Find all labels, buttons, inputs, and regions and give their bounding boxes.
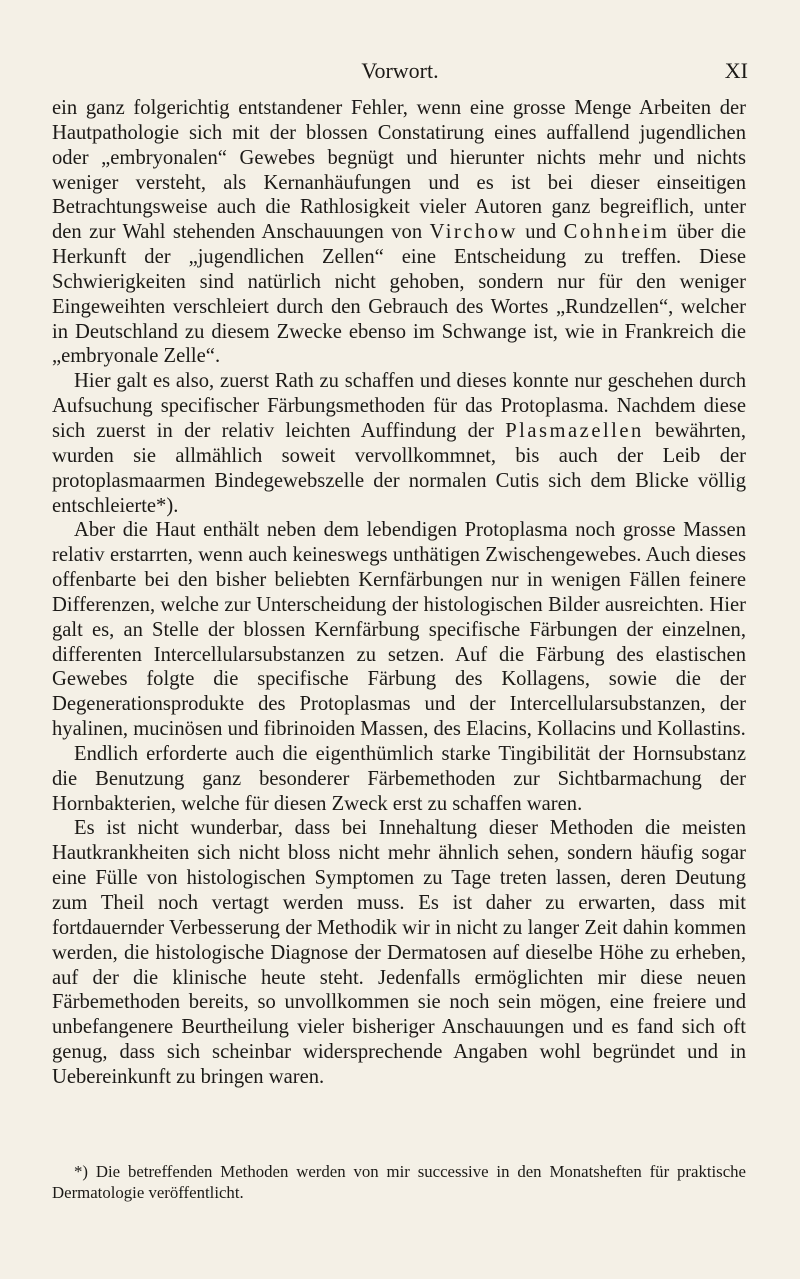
term-plasmazellen: Plasmazellen: [505, 419, 644, 442]
paragraph-4: Endlich erforderte auch die eigenthümlich starke Tingibilität der Hornsubstanz die Benutzung ganz besonderer Färbemethoden zur Sichtbarmachung der Hornbakterien, welche für diesen Zweck erst zu schaffen waren.: [52, 742, 746, 815]
footnote: [52, 1161, 746, 1203]
name-cohnheim: Cohnheim: [563, 221, 670, 244]
paragraph-5: Es ist nicht wunderbar, dass bei Innehaltung dieser Methoden die meisten Hautkrankheiten sich nicht bloss nicht mehr ähnlich sehen, sondern häufig sogar eine Fülle von histologischen Symptomen zu Tage treten lassen, deren Deutung zum Theil noch vertagt werden muss. Es ist daher zu erwarten, dass mit fortdauernder Verbesserung der Methodik wir in nicht zu langer Zeit dahin kommen werden, die histologische Diagnose der Dermatosen auf dieselbe Höhe zu erheben, auf der die klinische heute steht. Jedenfalls ermöglichten mir diese neuen Färbemethoden bereits, so unvollkommen sie noch sein mögen, eine freiere und unbefangenere Beurtheilung vieler bisheriger Anschauungen und es fand sich oft genug, dass sich scheinbar widersprechende Angaben wohl begründet und in Uebereinkunft zu bringen waren.: [52, 817, 746, 1088]
running-title: Vorwort.: [361, 58, 439, 83]
page-number: XI: [724, 58, 748, 83]
footnote-text: *) Die betreffenden Methoden werden von mir successive in den Monatsheften für praktische Dermatologie veröffentlicht.: [52, 1162, 746, 1202]
body-text: [52, 96, 746, 1090]
paragraph-3: Aber die Haut enthält neben dem lebendigen Protoplasma noch grosse Massen relativ erstarrten, wenn auch keineswegs unthätigen Zwischengewebes. Auch dieses offenbarte bei den bisher beliebten Kernfärbungen nur in wenigen Fällen feinere Differenzen, welche zur Unterscheidung der histologischen Bilder ausreichten. Hier galt es, an Stelle der blossen Kernfärbung specifische Färbungen der einzelnen, differenten Intercellularsubstanzen zu setzen. Auf die Färbung des elastischen Gewebes folgte die specifische Färbung des Kollagens, sowie die der Degenerationsprodukte des Protoplasmas und der Intercellularsubstanzen, der hyalinen, mucinösen und fibrinoiden Massen, des Elacins, Kollacins und Kollastins.: [52, 519, 746, 741]
running-header: [52, 58, 748, 84]
paragraph-2: Hier galt es also, zuerst Rath zu schaffen und dieses konnte nur geschehen durch Aufsuchung specifischer Färbungsmethoden für das Protoplasma. Nachdem diese sich zuerst in der relativ leichten Auffindung der Plasmazellen bewährten, wurden sie allmählich soweit vervollkommnet, bis auch der Leib der protoplasmaarmen Bindegewebszelle der normalen Cutis sich dem Blicke völlig entschleierte*).: [52, 370, 746, 517]
paragraph-1: ein ganz folgerichtig entstandener Fehler, wenn eine grosse Menge Arbeiten der Hautpathologie sich mit der blossen Constatirung eines auffallend jugendlichen oder „embryonalen“ Gewebes begnügt und hierunter nichts mehr und nichts weniger versteht, als Kernanhäufungen und es ist bei dieser einseitigen Betrachtungsweise auch die Rathlosigkeit vieler Autoren ganz begreiflich, unter den zur Wahl stehenden Anschauungen von Virchow und Cohnheim über die Herkunft der „jugendlichen Zellen“ eine Entscheidung zu treffen. Diese Schwierigkeiten sind natürlich nicht gehoben, sondern nur für den weniger Eingeweihten verschleiert durch den Gebrauch des Wortes „Rundzellen“, welcher in Deutschland zu diesem Zwecke ebenso im Schwange ist, wie in Frankreich die „embryonale Zelle“.: [52, 97, 746, 368]
name-virchow: Virchow: [429, 221, 518, 244]
